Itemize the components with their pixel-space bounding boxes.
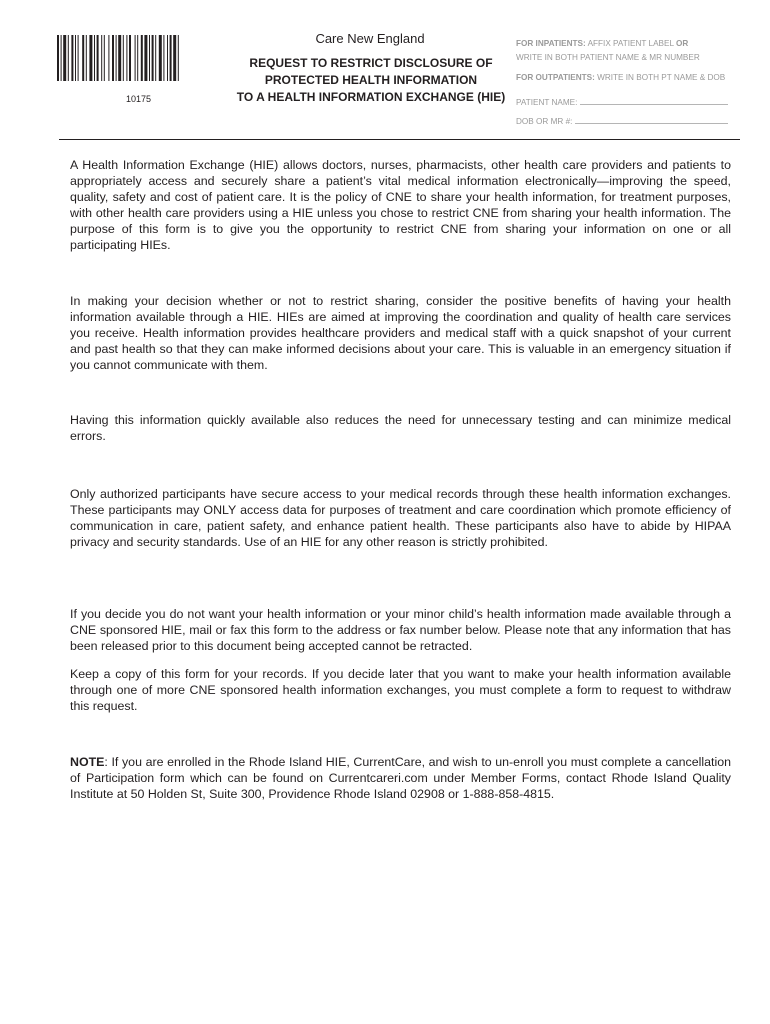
note-label: NOTE xyxy=(70,755,105,769)
paragraph-hie-definition: A Health Information Exchange (HIE) allows doctors, nurses, pharmacists, other health care providers and patients to appropriately access and securely share a patient’s vital medical information electronically—improving the speed, quality, safety and cost of patient care. It is the policy of CNE to share your health information, for treatment purposes, with other health care providers using a HIE unless you chose to restrict CNE from sharing your health information. The purpose of this form is to give you the opportunity to restrict CNE from sharing your information on one or all participating HIEs. xyxy=(70,158,731,252)
inpatients-instruction-line-2: WRITE IN BOTH PATIENT NAME & MR NUMBER xyxy=(516,53,700,62)
paragraph-reduced-testing: Having this information quickly available also reduces the need for unnecessary testing and can minimize medical errors. xyxy=(70,413,731,443)
patient-name-label: PATIENT NAME: xyxy=(516,98,578,107)
patient-name-blank[interactable] xyxy=(580,96,728,105)
outpatients-instruction xyxy=(516,73,725,82)
header-divider xyxy=(59,139,740,140)
paragraph-authorized-access: Only authorized participants have secure access to your medical records through these health information exchanges. These participants may ONLY access data for purposes of treatment and care coordination which promote efficiency of communication in care, patient safety, and enhance patient health. These participants also have to abide by HIPAA privacy and security standards. Use of an HIE for any other reason is strictly prohibited. xyxy=(70,487,731,549)
outpatients-text: WRITE IN BOTH PT NAME & DOB xyxy=(597,73,726,82)
organization-name: Care New England xyxy=(315,31,425,46)
form-title-line-3: TO A HEALTH INFORMATION EXCHANGE (HIE) xyxy=(236,90,506,104)
note-text: : If you are enrolled in the Rhode Island HIE, CurrentCare, and wish to un-enroll you must complete a cancellation of Participation form which can be found on Currentcareri.com under Member Forms, contact Rhode Island Quality Institute at 50 Holden St, Suite 300, Providence Rhode Island 02908 or 1-888-858-4815. xyxy=(70,755,731,801)
paragraph-opt-out-instructions: If you decide you do not want your health information or your minor child’s health information made available through a CNE sponsored HIE, mail or fax this form to the address or fax number below. Please note that any information that has been released prior to this document being accepted cannot be retracted. xyxy=(70,607,731,653)
paragraph-decision-benefits: In making your decision whether or not to restrict sharing, consider the positive benefits of having your health information available through a HIE. HIEs are aimed at improving the coordination and quality of health care services you receive. Health information provides healthcare providers and medical staff with a quick snapshot of your current and past health so that they can make informed decisions about your care. This is valuable in an emergency situation if you cannot communicate with them. xyxy=(70,294,731,372)
outpatients-label: FOR OUTPATIENTS: xyxy=(516,73,595,82)
paragraph-keep-copy: Keep a copy of this form for your records. If you decide later that you want to make your health information available through one of more CNE sponsored health information exchanges, you must complete a form to request to withdraw this request. xyxy=(70,667,731,713)
form-title xyxy=(216,55,526,106)
paragraph-note xyxy=(70,754,731,802)
inpatients-label: FOR INPATIENTS: xyxy=(516,39,586,48)
or-text: OR xyxy=(676,39,689,48)
dob-mr-field[interactable] xyxy=(516,115,728,126)
form-title-line-2: PROTECTED HEALTH INFORMATION xyxy=(264,73,478,87)
form-title-line-1: REQUEST TO RESTRICT DISCLOSURE OF xyxy=(249,56,493,70)
dob-mr-label: DOB OR MR #: xyxy=(516,117,573,126)
inpatients-instruction xyxy=(516,39,688,48)
barcode xyxy=(57,35,217,81)
dob-mr-blank[interactable] xyxy=(575,115,728,124)
inpatients-text: AFFIX PATIENT LABEL xyxy=(587,39,674,48)
patient-name-field[interactable] xyxy=(516,96,728,107)
form-number: 10175 xyxy=(126,94,152,104)
